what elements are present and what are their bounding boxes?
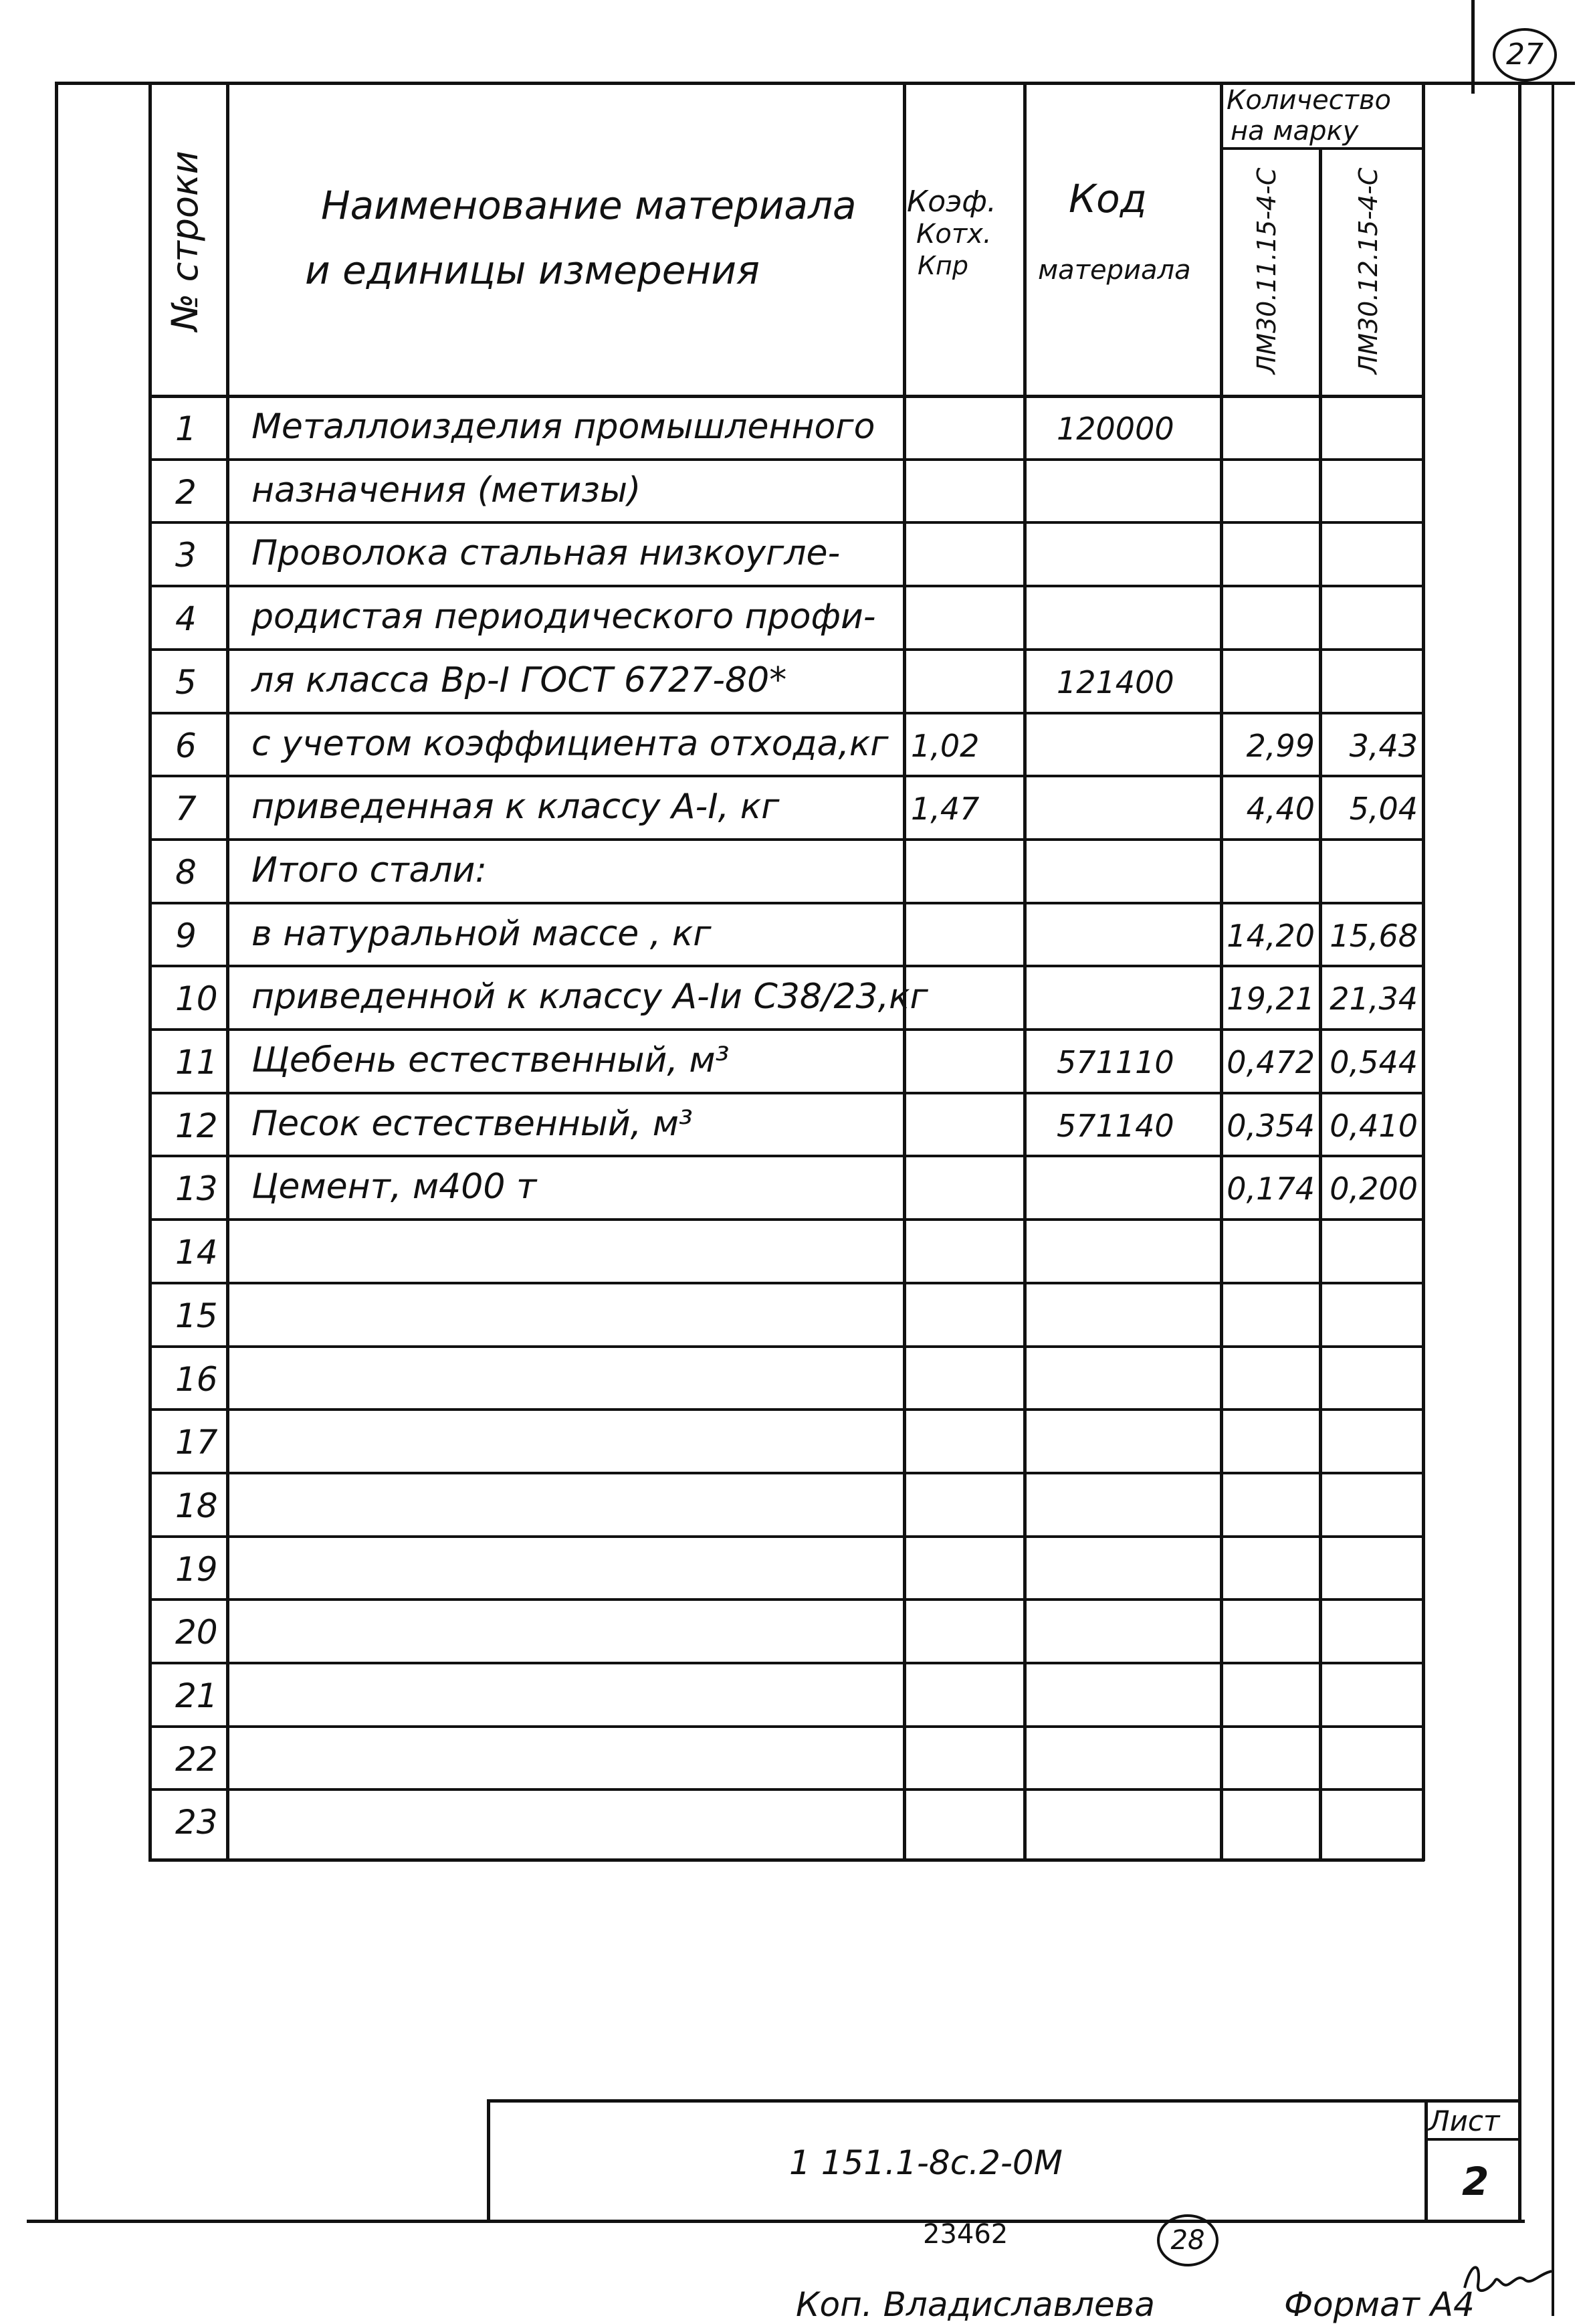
row-material-name: Щебень естественный, м³: [251, 1040, 730, 1080]
signature-scribble: [1458, 2254, 1558, 2308]
row-number: 11: [175, 1043, 218, 1082]
row-qty-mark-1: 2,99: [1246, 728, 1315, 764]
table-row: [0, 775, 1587, 838]
row-number: 2: [175, 473, 197, 512]
row-qty-mark-2: 0,200: [1330, 1171, 1418, 1207]
table-row: [0, 965, 1587, 1028]
row-qty-mark-1: 0,472: [1227, 1044, 1315, 1080]
format-label: Формат А4: [1284, 2285, 1475, 2324]
row-number: 20: [175, 1613, 218, 1652]
row-material-name: родистая периодического профи-: [251, 597, 876, 637]
row-qty-mark-1: 0,174: [1227, 1171, 1315, 1207]
table-row: [0, 838, 1587, 902]
stamp-left: [487, 2099, 490, 2220]
table-row: [0, 1725, 1587, 1789]
row-coefficient: 1,02: [911, 728, 980, 764]
stamp-sheet-label: Лист: [1429, 2105, 1500, 2137]
row-number: 3: [175, 536, 197, 575]
row-qty-mark-2: 0,544: [1330, 1044, 1418, 1080]
row-number: 6: [175, 727, 197, 765]
row-material-name: приведенная к классу А-I, кг: [251, 787, 780, 827]
table-row: [0, 458, 1587, 522]
table-row: [0, 648, 1587, 712]
header-code-line2: материала: [1038, 255, 1191, 286]
stamp-sheet-label-line: [1424, 2138, 1520, 2141]
table-row: [0, 1408, 1587, 1472]
row-number: 17: [175, 1423, 218, 1462]
table-row: [0, 1155, 1587, 1218]
row-number: 16: [175, 1360, 218, 1399]
row-material-code: 571110: [1057, 1044, 1174, 1080]
row-material-name: в натуральной массе , кг: [251, 914, 712, 954]
header-coef-line3: Кпр: [918, 251, 968, 280]
table-row: [0, 1282, 1587, 1345]
table-row: [0, 1028, 1587, 1092]
circled-number: 28: [1170, 2225, 1205, 2256]
table-row: [0, 521, 1587, 585]
row-number: 23: [175, 1803, 218, 1842]
table-row: [0, 1345, 1587, 1409]
table-row: [0, 1218, 1587, 1282]
inventory-number: 23462: [923, 2219, 1009, 2250]
page-number-top: 27: [1506, 37, 1544, 72]
stamp-sheet-number: 2: [1462, 2159, 1489, 2204]
row-number: 10: [175, 979, 218, 1018]
header-name-line2: и единицы измерения: [305, 248, 760, 293]
row-number: 4: [175, 599, 197, 638]
table-row: [0, 1535, 1587, 1599]
row-material-name: приведенной к классу А-Iи С38/23,кг: [251, 977, 928, 1017]
table-row: [0, 1472, 1587, 1535]
table-row: [0, 902, 1587, 965]
row-material-name: Песок естественный, м³: [251, 1104, 693, 1144]
header-qty-line1: Количество: [1227, 85, 1392, 116]
signature-icon: [1458, 2254, 1558, 2308]
table-row: [0, 1092, 1587, 1155]
row-qty-mark-1: 4,40: [1246, 791, 1315, 827]
row-number: 9: [175, 916, 197, 955]
header-name-line1: Наименование материала: [321, 183, 857, 228]
row-qty-mark-2: 5,04: [1349, 791, 1418, 827]
row-material-code: 121400: [1057, 664, 1174, 700]
row-material-code: 571140: [1057, 1108, 1174, 1144]
row-number: 13: [175, 1169, 218, 1208]
stamp-top: [487, 2099, 1520, 2103]
row-qty-mark-2: 0,410: [1330, 1108, 1418, 1144]
row-number: 21: [175, 1676, 218, 1715]
row-qty-mark-2: 21,34: [1330, 981, 1418, 1017]
table-row: [0, 1598, 1587, 1662]
row-coefficient: 1,47: [911, 791, 980, 827]
row-qty-mark-1: 14,20: [1227, 918, 1315, 954]
row-number: 14: [175, 1233, 218, 1272]
row-material-name: Проволока стальная низкоугле-: [251, 533, 841, 573]
row-material-name: назначения (метизы): [251, 470, 641, 510]
row-qty-mark-1: 0,354: [1227, 1108, 1315, 1144]
stamp-designation: 1 151.1-8с.2-0М: [789, 2143, 1063, 2182]
header-coef-line2: Котх.: [916, 219, 992, 250]
header-mark-2: ЛМ30.12.15-4-С: [1354, 167, 1383, 375]
table-row: [0, 1662, 1587, 1725]
header-code-line1: Код: [1069, 176, 1147, 221]
row-qty-mark-2: 3,43: [1349, 728, 1418, 764]
row-material-name: с учетом коэффициента отхода,кг: [251, 724, 889, 764]
row-number: 22: [175, 1740, 218, 1779]
row-material-name: Итого стали:: [251, 850, 487, 890]
header-qty-line2: на марку: [1231, 116, 1359, 147]
row-qty-mark-1: 19,21: [1227, 981, 1315, 1017]
row-number: 5: [175, 663, 197, 702]
header-row-number: № строки: [164, 151, 206, 331]
header-coef-line1: Коэф.: [907, 185, 996, 219]
row-material-name: Цемент, м400 т: [251, 1167, 537, 1207]
table-row: [0, 1788, 1587, 1852]
row-material-code: 120000: [1057, 411, 1174, 447]
row-number: 7: [175, 789, 197, 828]
row-qty-mark-2: 15,68: [1330, 918, 1418, 954]
row-number: 19: [175, 1550, 218, 1589]
copied-by: Коп. Владиславлева: [796, 2285, 1155, 2324]
table-bottom: [148, 1858, 1424, 1862]
table-row: [0, 712, 1587, 775]
frame-bottom: [27, 2220, 1525, 2223]
row-number: 12: [175, 1106, 218, 1145]
row-material-name: Металлоизделия промышленного: [251, 407, 875, 447]
inventory-circle: [1157, 2214, 1219, 2266]
row-material-name: ля класса Вр-I ГОСТ 6727-80*: [251, 660, 787, 700]
header-mark-1: ЛМ30.11.15-4-С: [1252, 167, 1281, 375]
row-number: 15: [175, 1296, 218, 1335]
table-row: [0, 585, 1587, 648]
row-number: 18: [175, 1486, 218, 1525]
row-number: 1: [175, 409, 197, 448]
table-row: [0, 395, 1587, 458]
qty-header-divider: [1220, 147, 1424, 150]
stamp-sheet-divider: [1424, 2099, 1428, 2220]
row-number: 8: [175, 853, 197, 892]
